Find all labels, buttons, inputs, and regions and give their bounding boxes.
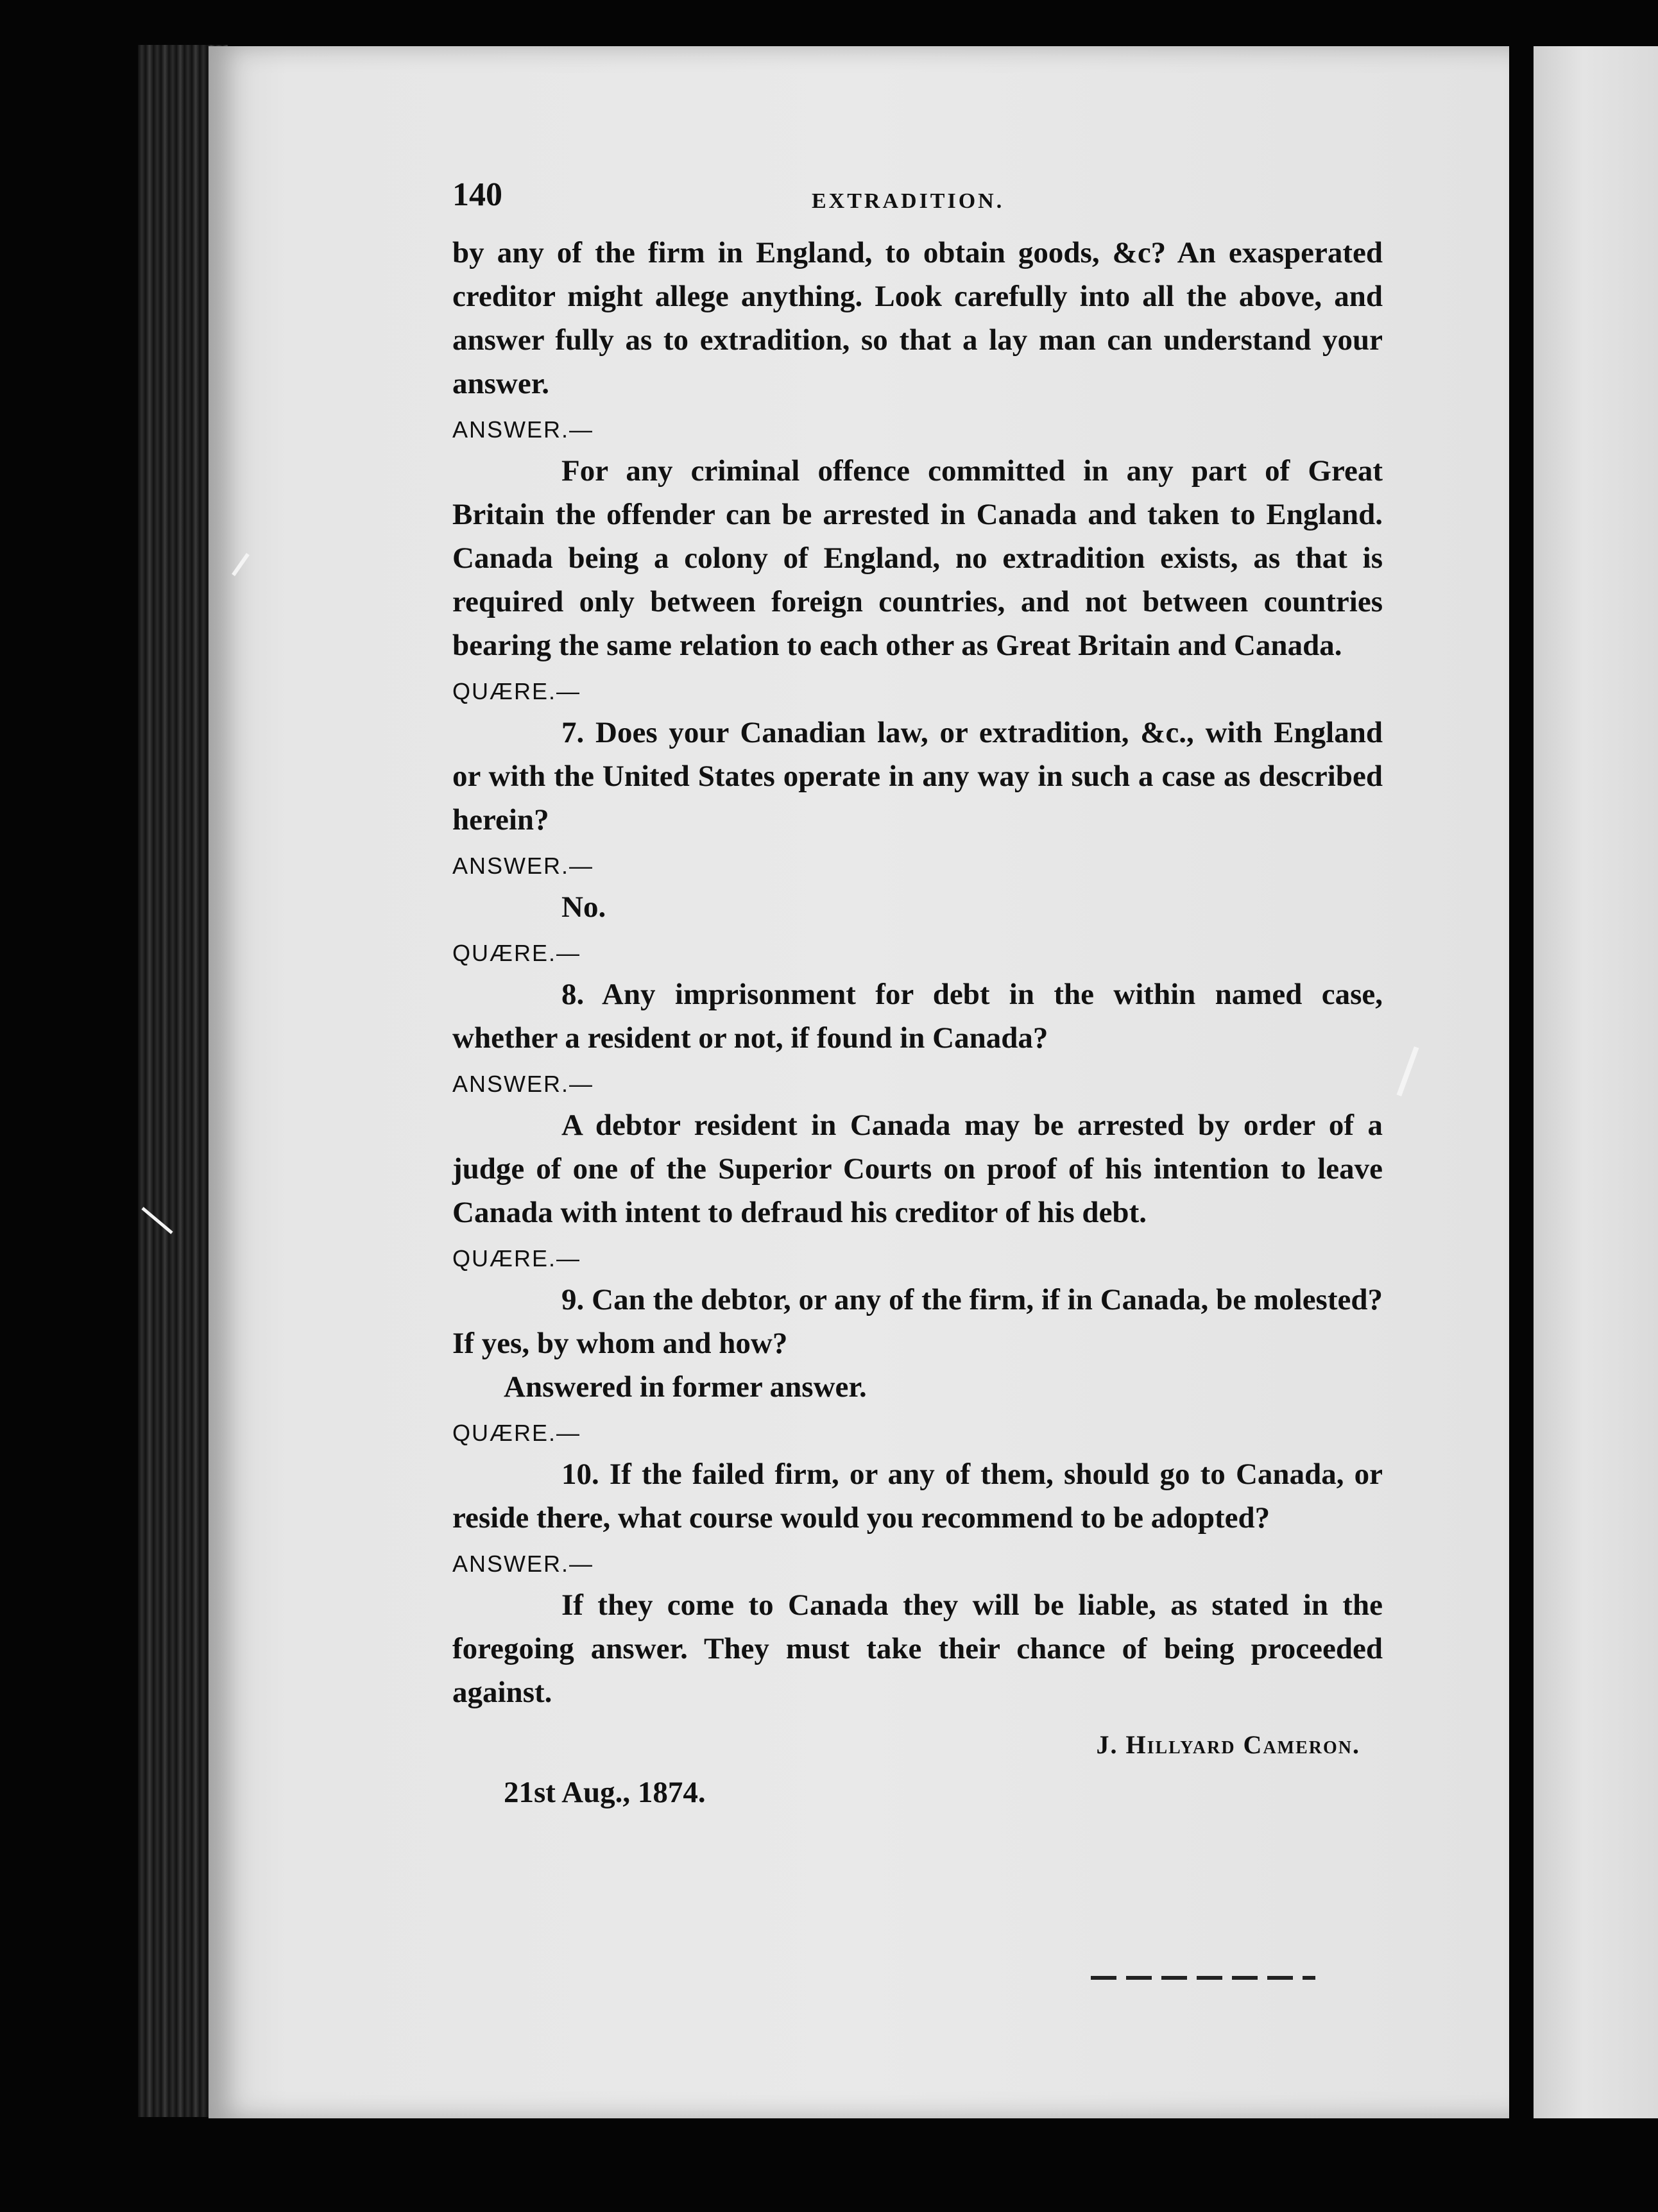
answer-10: If they come to Canada they will be liable, as stated in the foregoing answer. They must take their chance of being proceeded against. (452, 1588, 1383, 1709)
quaere-label: QUÆRE.— (452, 678, 581, 704)
question-10: 10. If the failed firm, or any of them, should go to Canada, or reside there, what course would you recommend to be adopted? (452, 1458, 1383, 1535)
answer-label: ANSWER.— (452, 853, 594, 879)
answer-7: No. (561, 890, 606, 924)
answer-8: A debtor resident in Canada may be arrested by order of a judge of one of the Superior Courts on proof of his intention to leave Canada with intent to defraud his creditor of his debt. (452, 1109, 1383, 1229)
date-line: 21st Aug., 1874. (504, 1776, 706, 1809)
answer-9: Answered in former answer. (504, 1370, 867, 1404)
page-number: 140 (452, 176, 502, 213)
signature: J. Hillyard Cameron. (1096, 1730, 1360, 1759)
question-8: 8. Any imprisonment for debt in the within named case, whether a resident or not, if found in Canada? (452, 978, 1383, 1055)
facing-page-edge (1534, 46, 1658, 2118)
quaere-label: QUÆRE.— (452, 940, 581, 966)
answer-label: ANSWER.— (452, 416, 594, 443)
running-head (452, 173, 1383, 231)
running-title: EXTRADITION. (812, 189, 1005, 213)
book-gutter (1509, 38, 1535, 2130)
question-7: 7. Does your Canadian law, or extradition, &c., with England or with the United States operate in any way in such a case as described herein? (452, 716, 1383, 837)
answer-label: ANSWER.— (452, 1551, 594, 1577)
answer-6: For any criminal offence committed in any part of Great Britain the offender can be arrested in Canada and taken to England. Canada being a colony of England, no extradition exists, as that is required only between foreign countries, and not between countries bearing the same relation to each other as Great Britain and Canada. (452, 454, 1383, 662)
page-text (452, 173, 1383, 1814)
answer-label: ANSWER.— (452, 1071, 594, 1097)
quaere-label: QUÆRE.— (452, 1245, 581, 1272)
closing-rule (1091, 1976, 1315, 1980)
quaere-label: QUÆRE.— (452, 1420, 581, 1446)
question-9: 9. Can the debtor, or any of the firm, if in Canada, be molested? If yes, by whom and how? (452, 1283, 1383, 1360)
question-6-continuation: by any of the firm in England, to obtain goods, &c? An exasperated creditor might allege anything. Look carefully into all the above, and answer fully as to extradition, so that a lay man can understand your answer. (452, 236, 1383, 400)
